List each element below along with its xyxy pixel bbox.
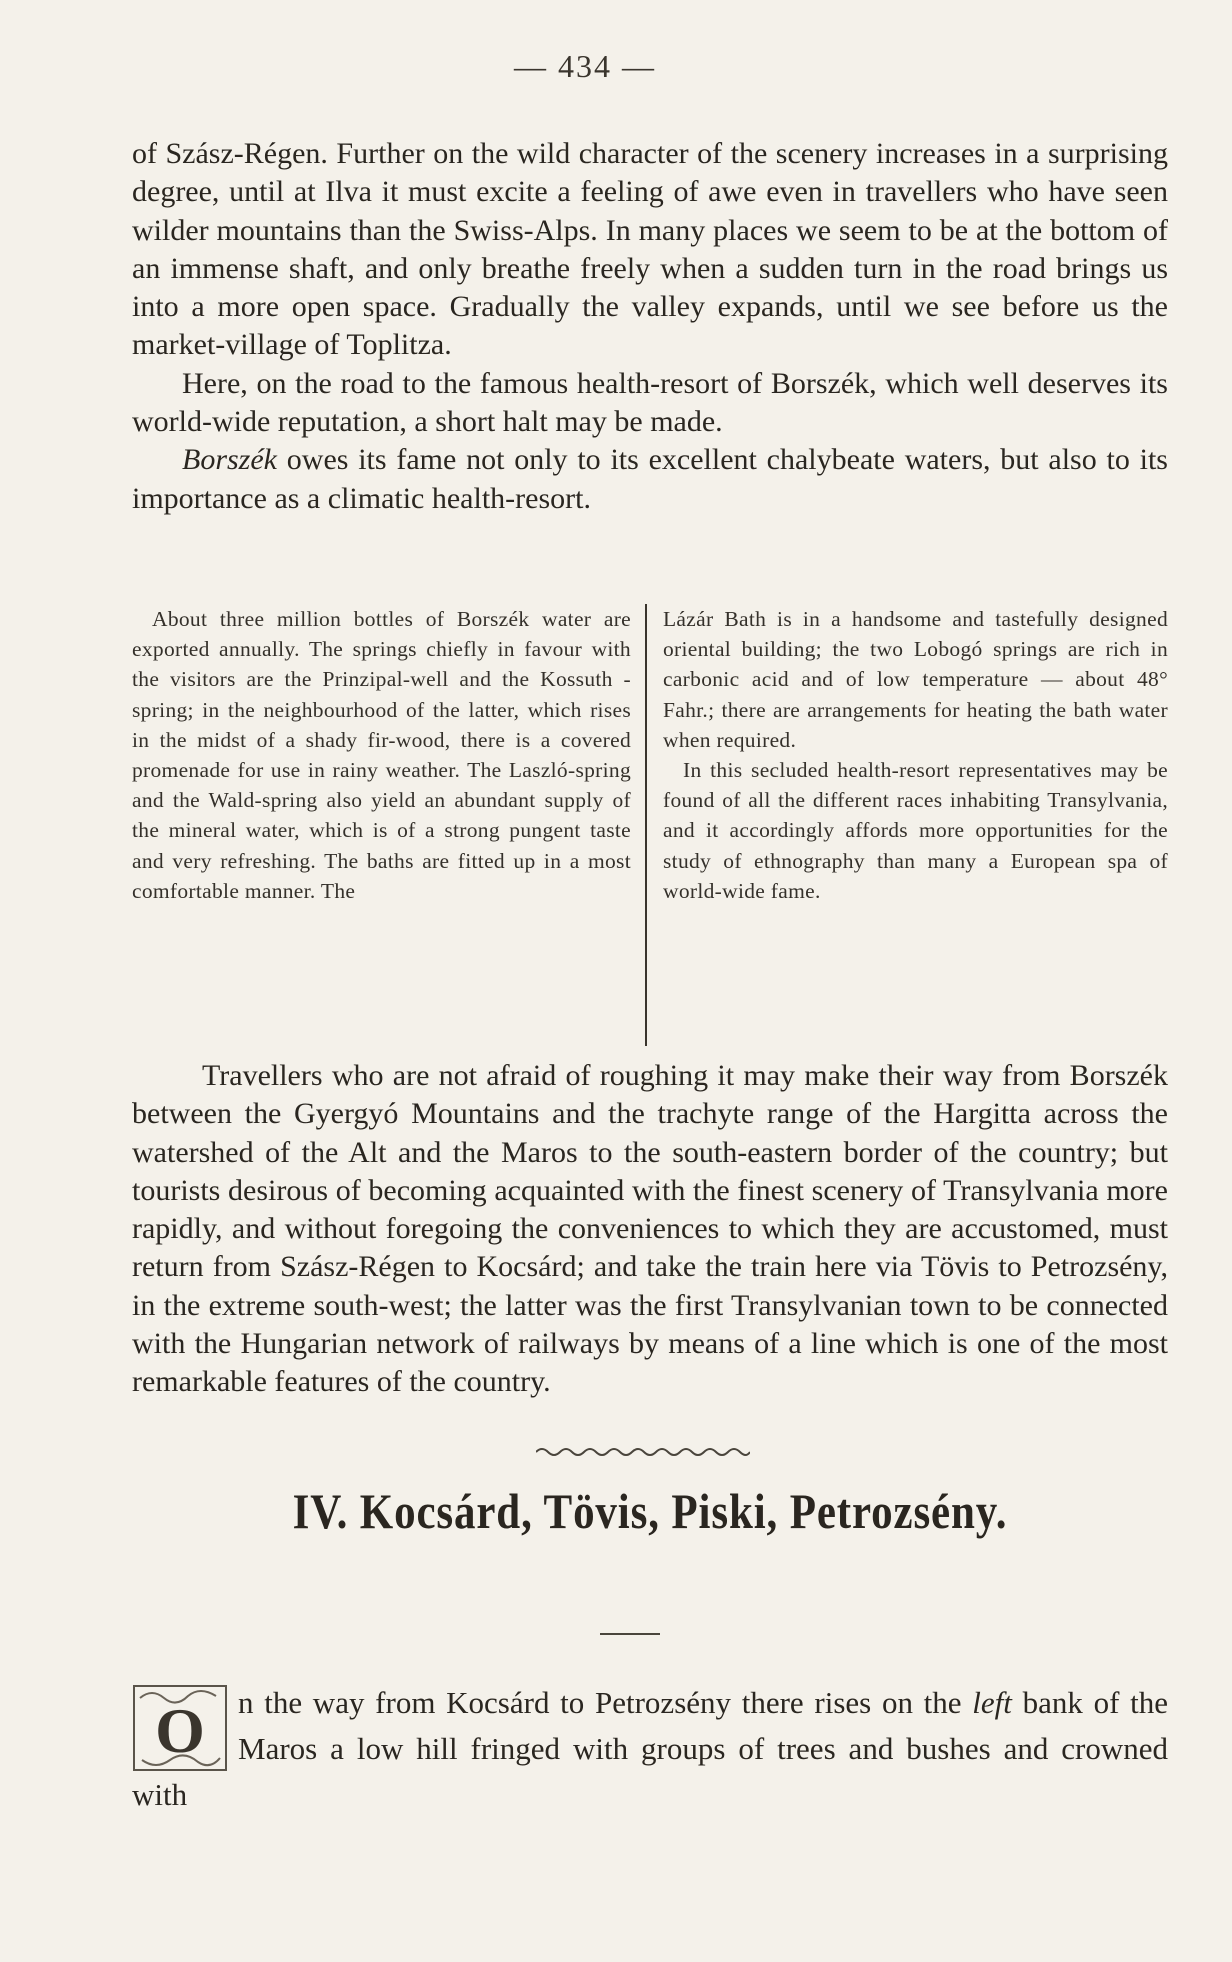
- right-column: [647, 604, 1168, 1046]
- section-paragraph: [132, 1680, 1168, 1818]
- intro-paragraph: Here, on the road to the famous health-resort of Borszék, which well deserves its world-wide reputation, a short halt may be made.: [132, 366, 1168, 439]
- intro-paragraph-rest: owes its fame not only to its excellent chalybeate waters, but also to its importance as a climatic health-resort.: [132, 443, 1168, 515]
- section-heading: IV. Kocsárd, Tövis, Piski, Petrozsény.: [292, 1483, 1008, 1539]
- travellers-text: [132, 1057, 1168, 1402]
- page-number: — 434 —: [514, 48, 656, 84]
- travellers-paragraph: Travellers who are not afraid of roughing it may make their way from Borszék between the Gyergyó Mountains and the trachyte range of the Hargitta across the watershed of the Alt and the Maros to the south-eastern border of the country; but tourists desirous of becoming acquainted with the finest scenery of Transylvania more rapidly, and without foregoing the conveniences to which they are accustomed, must return from Szász-Régen to Kocsárd; and take the train here via Tövis to Petrozsény, in the extreme south-west; the latter was the first Transylvanian town to be connected with the Hungarian network of railways by means of a line which is one of the most remarkable features of the country.: [132, 1059, 1168, 1399]
- right-column-paragraph: In this secluded health-resort representatives may be found of all the different races inhabiting Transylvania, and it accordingly affords more opportunities for the study of ethnography than many a European spa of world-wide fame.: [663, 758, 1168, 903]
- drop-cap-letter: O: [155, 1695, 205, 1766]
- right-column-paragraph: Lázár Bath is in a handsome and tastefully designed oriental building; the two Lobogó springs are rich in carbonic acid and of low temperature — about 48° Fahr.; there are arrangements for heating the bath water when required.: [663, 607, 1168, 752]
- left-column: [132, 604, 647, 1046]
- ornamental-initial-letter: [132, 1684, 228, 1772]
- two-column-section: [132, 604, 1168, 1046]
- left-column-text: About three million bottles of Borszék water are exported annually. The springs chiefly in favour with the visitors are the Prinzipal-well and the Kossuth - spring; in the neighbourhood of the latter, which rises in the midst of a shady fir-wood, there is a covered promenade for use in rainy weather. The Laszló-spring and the Wald-spring also yield an abundant supply of the mineral water, which is of a strong pungent taste and very refreshing. The baths are fitted up in a most comfortable manner. The: [132, 607, 631, 903]
- intro-text: [132, 135, 1168, 518]
- wavy-ornament-divider: [536, 1444, 750, 1460]
- section-text-end: bank of the Maros a low hill fringed with groups of trees and bushes and crowned with: [132, 1685, 1168, 1812]
- section-text-start: n the way from Kocsárd to Petrozsény there rises on the: [238, 1685, 973, 1720]
- intro-paragraph: [132, 441, 1168, 518]
- borszek-italic: Borszék: [182, 443, 277, 477]
- heading-rule: [600, 1633, 660, 1635]
- section-text: [132, 1680, 1168, 1818]
- intro-paragraph: of Szász-Régen. Further on the wild character of the scenery increases in a surprising degree, until at Ilva it must excite a feeling of awe even in travellers who have seen wilder mountains than the Swiss-Alps. In many places we seem to be at the bottom of an immense shaft, and only breathe freely when a sudden turn in the road brings us into a more open space. Gradually the valley expands, until we see before us the market-village of Toplitza.: [132, 137, 1168, 362]
- left-italic: left: [972, 1685, 1012, 1720]
